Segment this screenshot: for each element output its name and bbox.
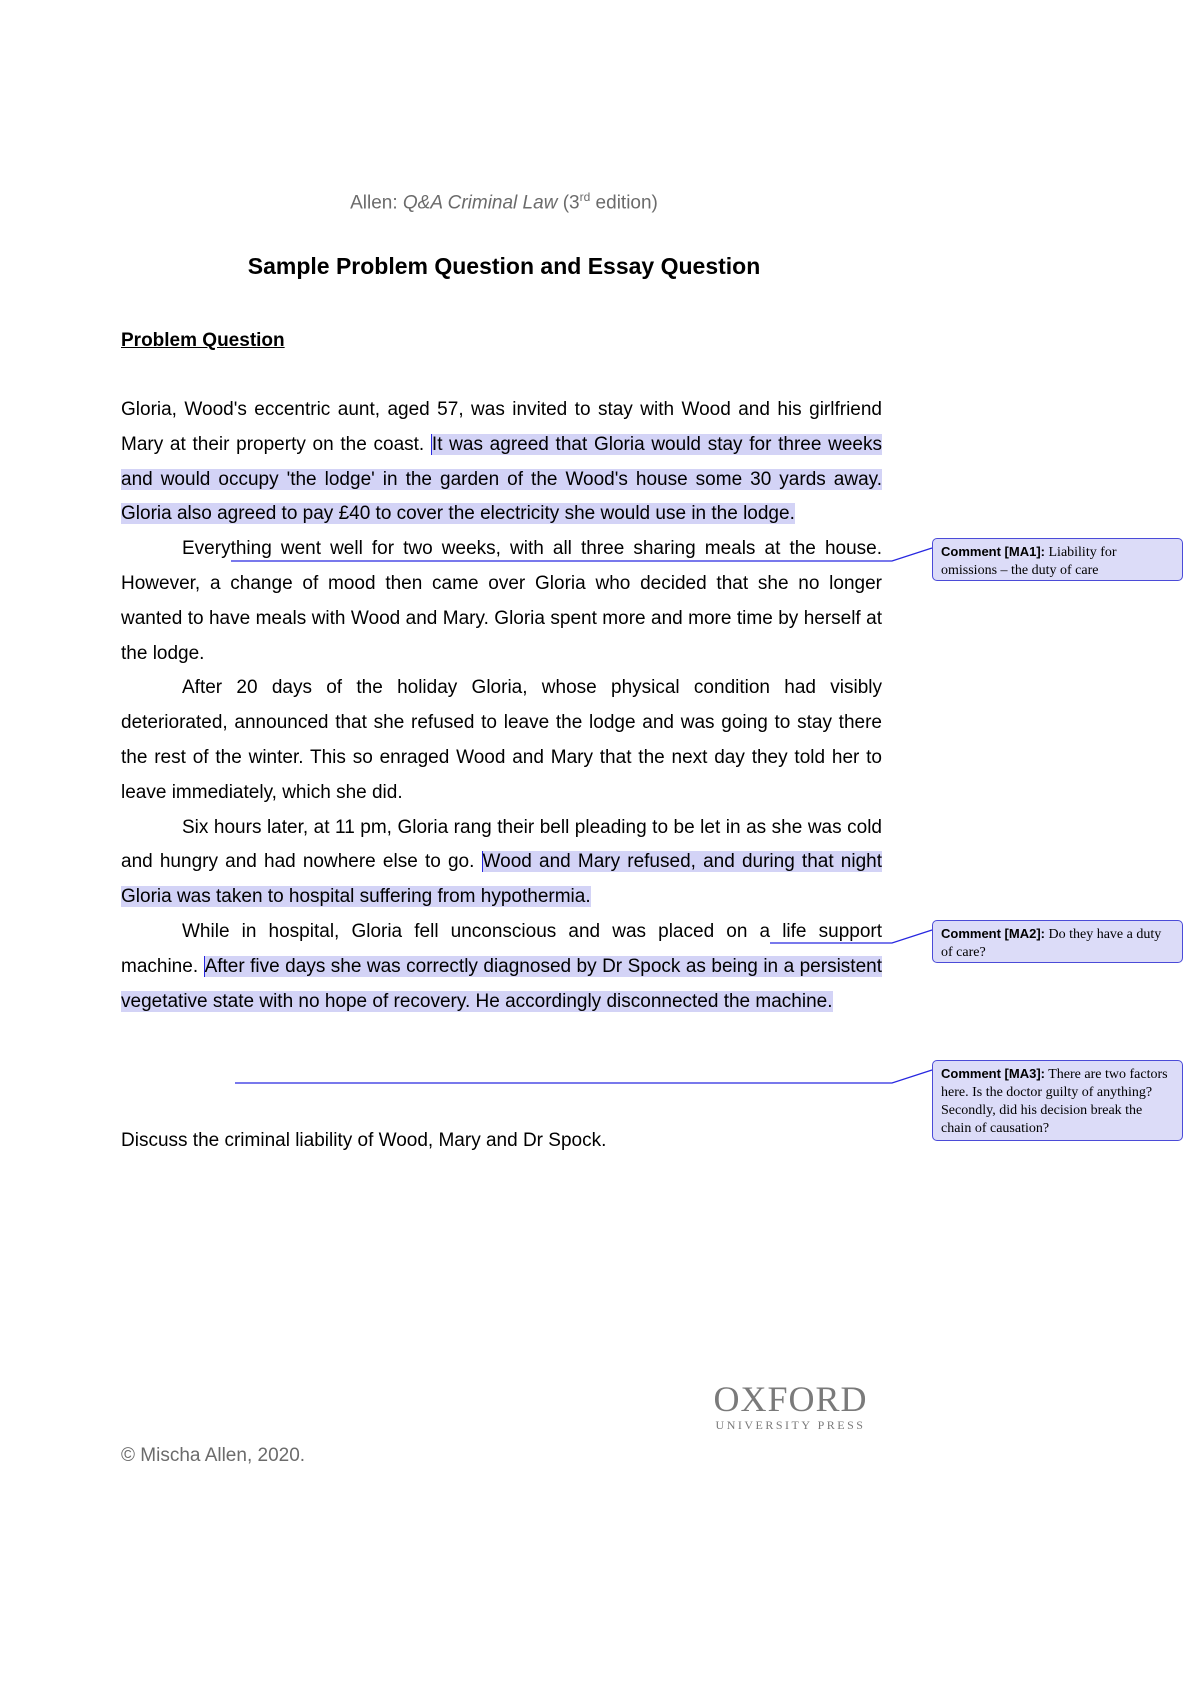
comment-text: Liability for omissions – the duty of care: [941, 545, 1117, 578]
header-edition: (3: [557, 192, 580, 214]
comment-anchor-ma3[interactable]: After five days she was correctly diagnosed by Dr Spock as being in a persistent vegetative state with no hope of recovery. He accordingly disconnected the machine.: [121, 955, 882, 1012]
paragraph-3: After 20 days of the holiday Gloria, whose physical condition had visibly deteriorated, announced that she refused to leave the lodge and was going to stay there the rest of the winter. This so enraged Wood and Mary that the next day they told her to leave immediately, which she did.: [121, 677, 882, 803]
paragraph-5-text: While in hospital, Gloria fell unconscious and was placed on a life support machine.: [121, 920, 882, 977]
paragraph-1-text: Gloria, Wood's eccentric aunt, aged 57, was invited to stay with Wood and his girlfriend Mary at their property on the coast.: [121, 399, 882, 455]
comment-balloon-ma3[interactable]: [932, 1060, 1183, 1141]
comment-text: There are two factors here. Is the doctor guilty of anything? Secondly, did his decision break the chain of causation?: [941, 1067, 1168, 1136]
comment-ref: Comment [MA2]:: [941, 926, 1045, 941]
header-edition-ordinal: rd: [579, 190, 591, 204]
logo-subtitle: UNIVERSITY PRESS: [715, 1418, 866, 1432]
comment-ref: Comment [MA3]:: [941, 1066, 1045, 1081]
comment-ref: Comment [MA1]:: [941, 544, 1045, 559]
section-heading: Problem Question: [121, 330, 285, 351]
paragraph-4-text: Six hours later, at 11 pm, Gloria rang their bell pleading to be let in as she was cold and hungry and had nowhere else to go.: [121, 816, 882, 873]
header-book-title: Q&A Criminal Law: [402, 192, 558, 214]
leader-line-ma2: [770, 930, 932, 943]
comment-balloon-ma1[interactable]: [932, 538, 1183, 581]
oxford-logo: [700, 1380, 881, 1433]
logo-wordmark: OXFORD: [713, 1379, 868, 1419]
paragraph-2: Everything went well for two weeks, with all three sharing meals at the house. However, a change of mood then came over Gloria who decided that she no longer wanted to have meals with Wood and Mary. Gloria spent more and more time by herself at the lodge.: [121, 538, 882, 664]
comment-balloon-ma2[interactable]: [932, 920, 1183, 963]
comment-text: Do they have a duty of care?: [941, 927, 1162, 960]
discussion-prompt: Discuss the criminal liability of Wood, Mary and Dr Spock.: [121, 1130, 607, 1151]
comment-anchor-ma1[interactable]: It was agreed that Gloria would stay for three weeks and would occupy 'the lodge' in the garden of the Wood's house some 30 yards away. Gloria also agreed to pay £40 to cover the electricity she would use in the lodge.: [121, 433, 882, 525]
header-edition-suffix: edition): [590, 192, 658, 214]
copyright-notice: © Mischa Allen, 2020.: [121, 1445, 306, 1466]
comment-anchor-ma2[interactable]: Wood and Mary refused, and during that night Gloria was taken to hospital suffering from hypothermia.: [121, 851, 882, 908]
header-author: Allen:: [350, 192, 403, 214]
leader-line-ma3: [235, 1070, 932, 1083]
document-title: Sample Problem Question and Essay Question: [247, 253, 761, 279]
leader-line-ma1: [231, 548, 932, 561]
